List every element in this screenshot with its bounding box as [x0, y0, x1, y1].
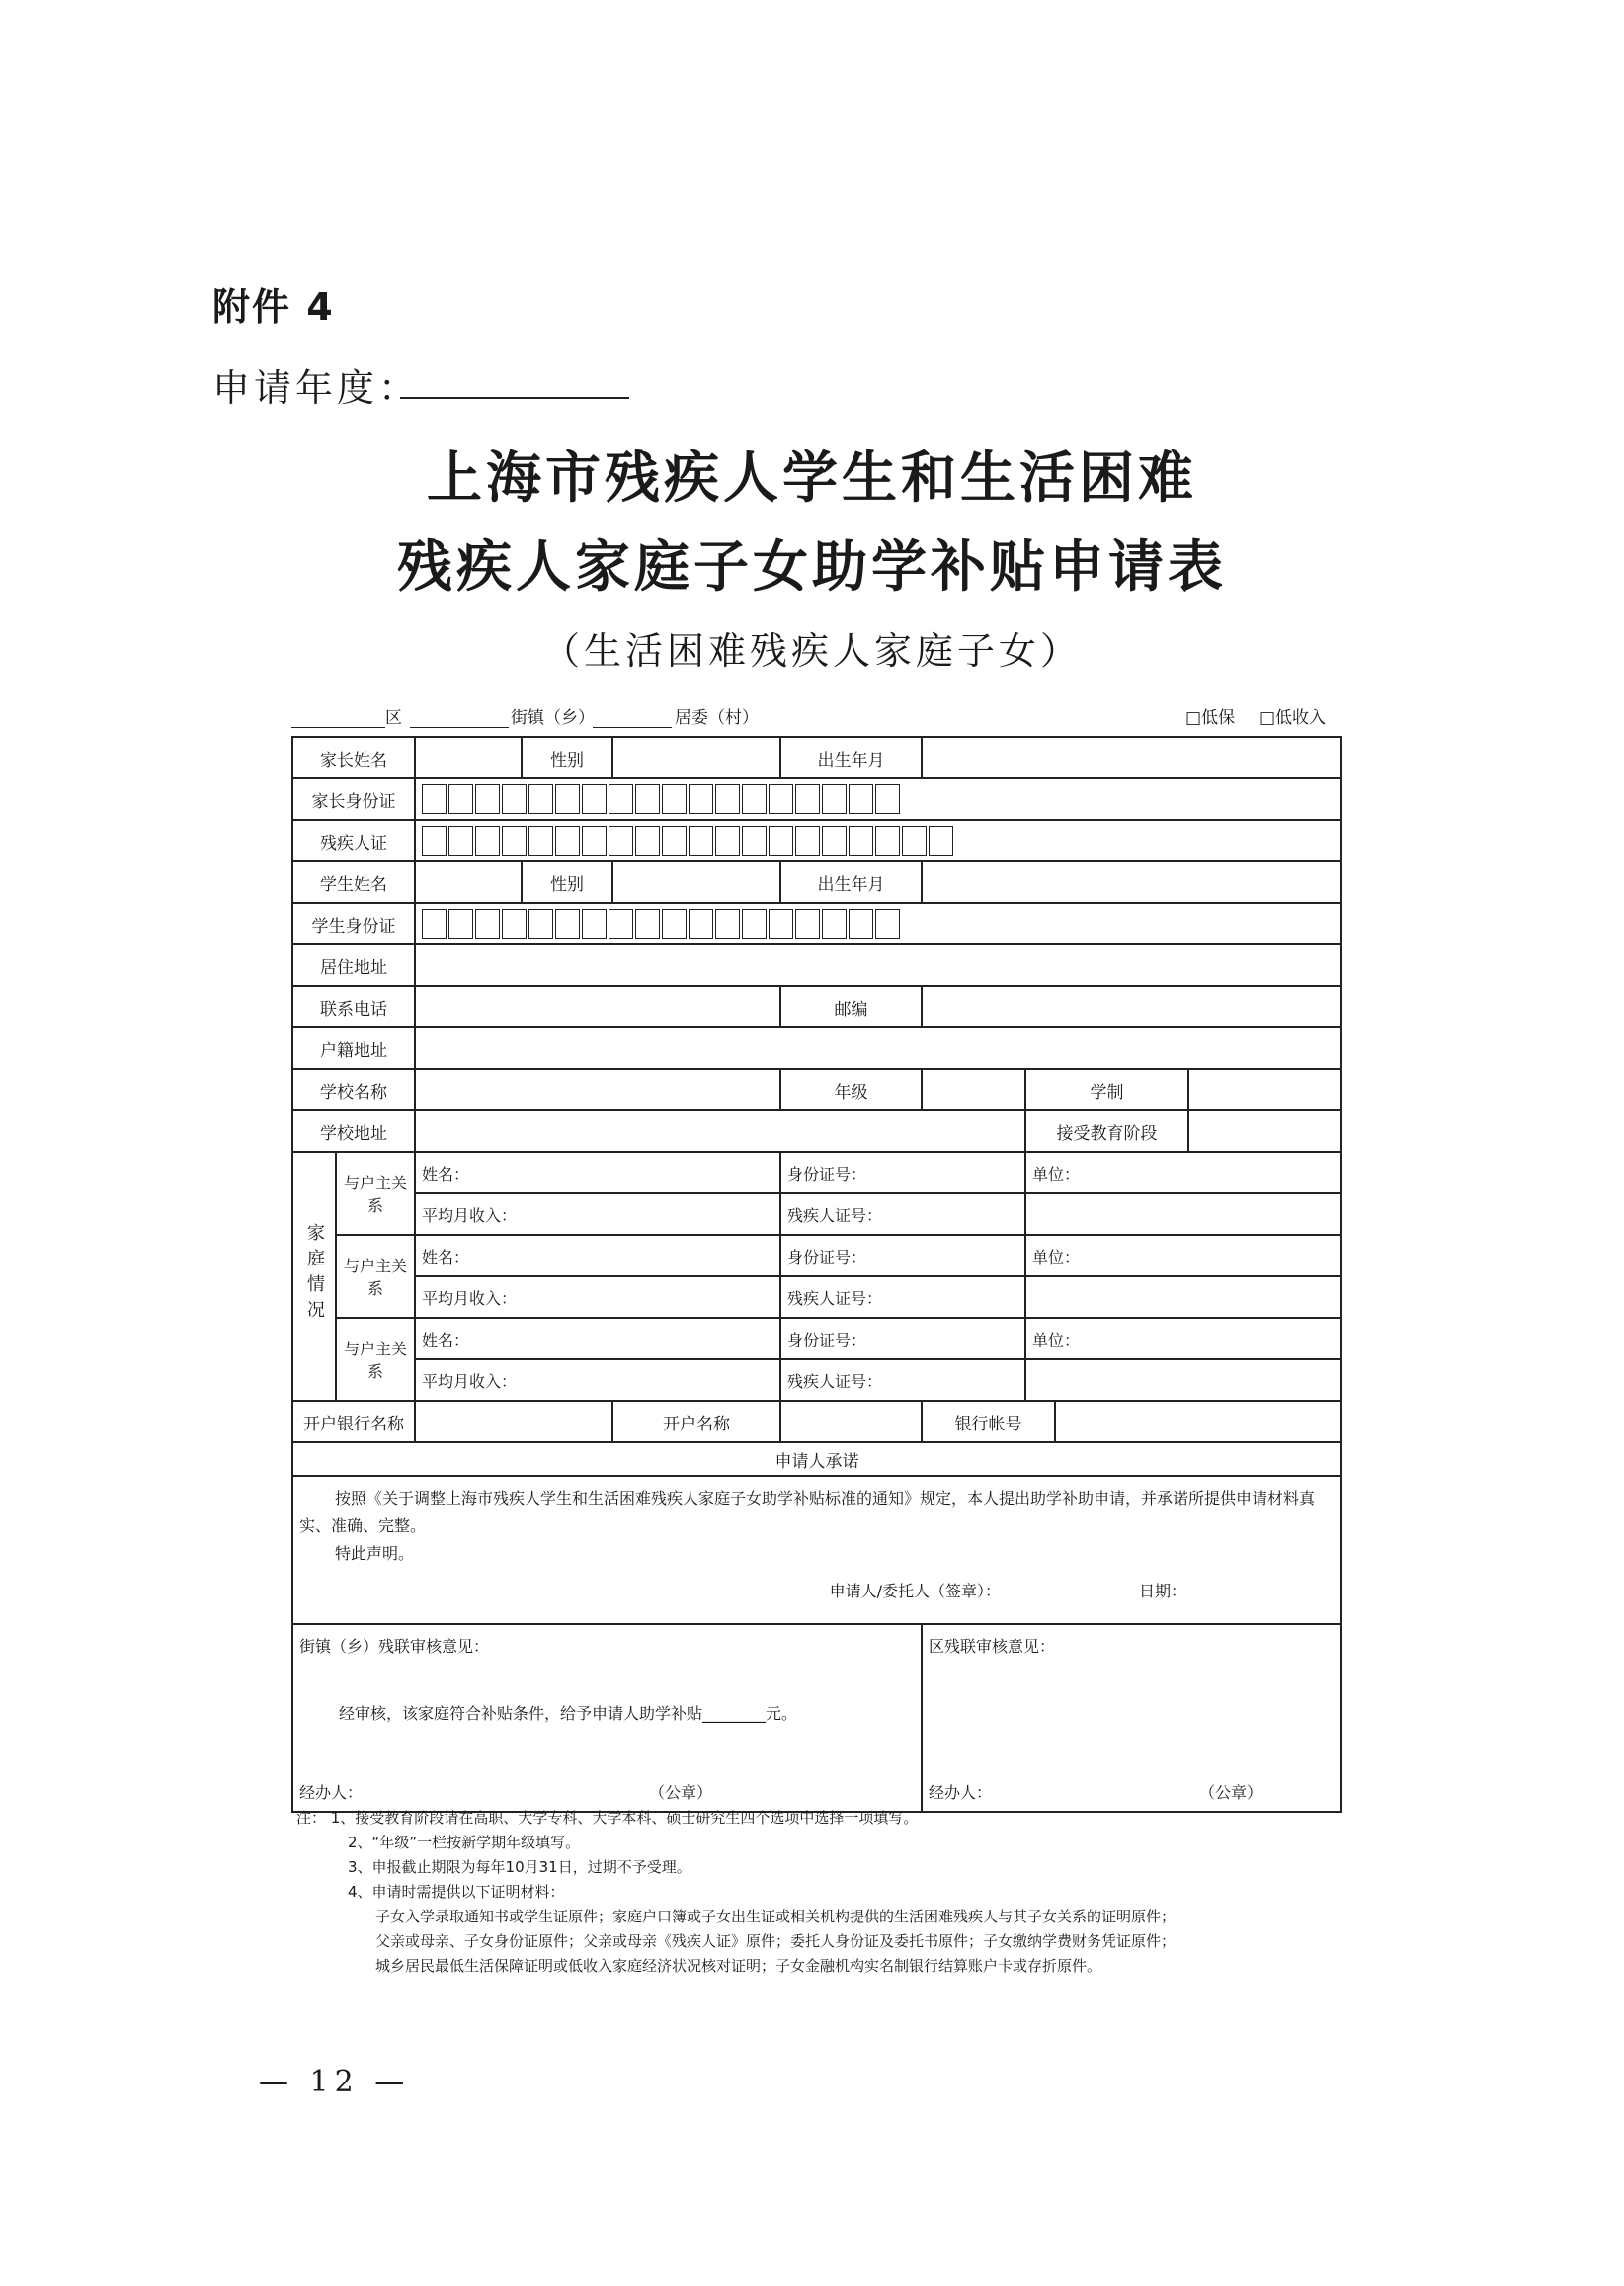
digit-box[interactable]	[555, 826, 580, 856]
student-gender-label: 性别	[522, 861, 612, 903]
street-seal: （公章）	[649, 1783, 713, 1802]
student-id-label: 学生身份证	[292, 903, 415, 944]
member2-id[interactable]: 身份证号：	[780, 1235, 1025, 1276]
account-name-label: 开户名称	[612, 1401, 780, 1442]
district-review-label: 区残联审核意见：	[929, 1637, 1056, 1656]
page-number: — 12 —	[259, 2065, 411, 2099]
digit-box[interactable]	[528, 784, 553, 814]
id-digit-boxes[interactable]	[422, 909, 1335, 939]
residence-field[interactable]	[415, 944, 1341, 986]
digit-box[interactable]	[528, 909, 553, 939]
digit-box[interactable]	[849, 826, 873, 856]
digit-box[interactable]	[875, 909, 900, 939]
note-line: 4、申请时需提供以下证明材料：	[348, 1883, 565, 1901]
digit-box[interactable]	[715, 909, 740, 939]
residence-label: 居住地址	[292, 944, 415, 986]
digit-box[interactable]	[769, 826, 793, 856]
digit-box[interactable]	[635, 909, 660, 939]
street-review-box[interactable]	[292, 1624, 922, 1812]
digit-box[interactable]	[475, 909, 500, 939]
id-digit-boxes[interactable]	[422, 784, 1335, 814]
digit-box[interactable]	[795, 784, 820, 814]
disability-cert-field[interactable]	[415, 820, 1341, 861]
digit-box[interactable]	[689, 826, 713, 856]
student-id-field[interactable]	[415, 903, 1341, 944]
digit-box[interactable]	[448, 909, 473, 939]
school-name-field[interactable]	[415, 1069, 780, 1110]
grade-field[interactable]	[922, 1069, 1025, 1110]
digit-box[interactable]	[662, 909, 687, 939]
parent-name-field[interactable]	[415, 737, 522, 778]
disability-cert-label: 残疾人证	[292, 820, 415, 861]
note-line: 城乡居民最低生活保障证明或低收入家庭经济状况核对证明；子女金融机构实名制银行结算账户卡或存折原件。	[375, 1957, 1102, 1975]
pledge-block	[292, 1476, 1341, 1624]
digit-box[interactable]	[502, 784, 527, 814]
parent-name-label: 家长姓名	[292, 737, 415, 778]
digit-box[interactable]	[795, 826, 820, 856]
district-handler[interactable]: 经办人：	[929, 1783, 993, 1802]
pledge-date[interactable]: 日期：	[1138, 1582, 1186, 1600]
household-address-label: 户籍地址	[292, 1027, 415, 1069]
note-line: 3、申报截止期限为每年10月31日，过期不予受理。	[348, 1858, 691, 1876]
digit-box[interactable]	[795, 909, 820, 939]
district-field[interactable]	[291, 727, 385, 728]
form-title-line2: 残疾人家庭子女助学补贴申请表	[397, 534, 1227, 600]
parent-birth-label: 出生年月	[780, 737, 922, 778]
digit-box[interactable]	[742, 909, 767, 939]
parent-gender-label: 性别	[522, 737, 612, 778]
street-field[interactable]	[410, 727, 509, 728]
pledge-sign-row	[299, 1578, 1335, 1605]
digit-box[interactable]	[422, 826, 447, 856]
school-name-label: 学校名称	[292, 1069, 415, 1110]
digit-box[interactable]	[609, 784, 633, 814]
digit-box[interactable]	[715, 784, 740, 814]
postcode-label: 邮编	[780, 986, 922, 1027]
applicant-signature[interactable]: 申请人/委托人（签章）：	[829, 1582, 1001, 1600]
member2-blank[interactable]	[1025, 1276, 1341, 1318]
school-system-field[interactable]	[1188, 1069, 1341, 1110]
digit-box[interactable]	[849, 909, 873, 939]
digit-box[interactable]	[742, 784, 767, 814]
member2-disability[interactable]: 残疾人证号：	[780, 1276, 1025, 1318]
family-section-label	[292, 1152, 336, 1401]
pledge-text: 按照《关于调整上海市残疾人学生和生活困难残疾人家庭子女助学补贴标准的通知》规定，本人提出助学补助申请，并承诺所提供申请材料真实、准确、完整。	[299, 1489, 1316, 1535]
bank-name-field[interactable]	[415, 1401, 612, 1442]
pledge-title: 申请人承诺	[292, 1442, 1341, 1476]
bank-name-label: 开户银行名称	[292, 1401, 415, 1442]
digit-box[interactable]	[662, 826, 687, 856]
student-name-field[interactable]	[415, 861, 522, 903]
digit-box[interactable]	[662, 784, 687, 814]
district-seal: （公章）	[1199, 1783, 1263, 1802]
digit-box[interactable]	[555, 909, 580, 939]
form-title-line1: 上海市残疾人学生和生活困难	[427, 446, 1197, 511]
member1-id[interactable]: 身份证号：	[780, 1152, 1025, 1193]
postcode-field[interactable]	[922, 986, 1341, 1027]
account-name-field[interactable]	[780, 1401, 922, 1442]
digit-box[interactable]	[422, 909, 447, 939]
digit-box[interactable]	[849, 784, 873, 814]
low-income-checkbox[interactable]: □低收入	[1259, 708, 1327, 728]
application-year-label: 申请年度：	[212, 367, 421, 410]
digit-box[interactable]	[422, 784, 447, 814]
account-no-field[interactable]	[1055, 1401, 1341, 1442]
student-birth-label: 出生年月	[780, 861, 922, 903]
member1-blank[interactable]	[1025, 1193, 1341, 1235]
grade-label: 年级	[780, 1069, 922, 1110]
member3-id[interactable]: 身份证号：	[780, 1318, 1025, 1359]
note-line: 2、“年级”一栏按新学期年级填写。	[348, 1834, 581, 1851]
digit-box[interactable]	[875, 826, 900, 856]
member2-name[interactable]: 姓名：	[415, 1235, 780, 1276]
member3-name[interactable]: 姓名：	[415, 1318, 780, 1359]
member3-relation-label: 与户主关系	[336, 1318, 415, 1401]
member1-name[interactable]: 姓名：	[415, 1152, 780, 1193]
digit-box[interactable]	[635, 826, 660, 856]
student-gender-field[interactable]	[612, 861, 780, 903]
member2-unit[interactable]: 单位：	[1025, 1235, 1341, 1276]
digit-box[interactable]	[475, 826, 500, 856]
member1-disability[interactable]: 残疾人证号：	[780, 1193, 1025, 1235]
digit-box[interactable]	[822, 784, 847, 814]
cert-digit-boxes[interactable]	[422, 826, 1335, 856]
digit-box[interactable]	[929, 826, 953, 856]
member3-disability[interactable]: 残疾人证号：	[780, 1359, 1025, 1401]
notes-block	[296, 1806, 1343, 1979]
digit-box[interactable]	[582, 784, 607, 814]
member2-income[interactable]: 平均月收入：	[415, 1276, 780, 1318]
digit-box[interactable]	[635, 784, 660, 814]
parent-gender-field[interactable]	[612, 737, 780, 778]
school-address-label: 学校地址	[292, 1110, 415, 1152]
member3-income[interactable]: 平均月收入：	[415, 1359, 780, 1401]
committee-field[interactable]	[593, 727, 672, 728]
digit-box[interactable]	[448, 784, 473, 814]
attachment-label: 附件 4	[212, 286, 335, 329]
application-year-field[interactable]	[400, 397, 629, 399]
digit-box[interactable]	[609, 826, 633, 856]
member1-unit[interactable]: 单位：	[1025, 1152, 1341, 1193]
education-stage-label: 接受教育阶段	[1025, 1110, 1188, 1152]
street-review-text: 经审核，该家庭符合补贴条件，给予申请人助学补贴________元。	[339, 1704, 798, 1723]
digit-box[interactable]	[769, 784, 793, 814]
digit-box[interactable]	[822, 909, 847, 939]
digit-box[interactable]	[528, 826, 553, 856]
digit-box[interactable]	[715, 826, 740, 856]
digit-box[interactable]	[582, 909, 607, 939]
member3-blank[interactable]	[1025, 1359, 1341, 1401]
form-subtitle: （生活困难残疾人家庭子女）	[541, 629, 1082, 673]
address-row	[291, 703, 1339, 733]
application-form-table	[291, 736, 1342, 1813]
digit-box[interactable]	[769, 909, 793, 939]
digit-box[interactable]	[555, 784, 580, 814]
pledge-declare: 特此声明。	[335, 1544, 415, 1563]
note-line: 子女入学录取通知书或学生证原件；家庭户口簿或子女出生证或相关机构提供的生活困难残疾人与其子女关系的证明原件；	[375, 1908, 1177, 1925]
household-address-field[interactable]	[415, 1027, 1341, 1069]
digit-box[interactable]	[822, 826, 847, 856]
phone-label: 联系电话	[292, 986, 415, 1027]
digit-box[interactable]	[742, 826, 767, 856]
school-system-label: 学制	[1025, 1069, 1188, 1110]
digit-box[interactable]	[502, 909, 527, 939]
account-no-label: 银行帐号	[922, 1401, 1055, 1442]
committee-label: 居委（村）	[675, 708, 759, 728]
digit-box[interactable]	[582, 826, 607, 856]
member2-relation-label: 与户主关系	[336, 1235, 415, 1318]
low-income-guarantee-checkbox[interactable]: □低保	[1185, 708, 1236, 728]
digit-box[interactable]	[689, 784, 713, 814]
district-review-box[interactable]	[922, 1624, 1341, 1812]
digit-box[interactable]	[475, 784, 500, 814]
street-handler[interactable]: 经办人：	[299, 1783, 364, 1802]
school-address-field[interactable]	[415, 1110, 1025, 1152]
parent-id-field[interactable]	[415, 778, 1341, 820]
student-birth-field[interactable]	[922, 861, 1341, 903]
digit-box[interactable]	[448, 826, 473, 856]
education-stage-field[interactable]	[1188, 1110, 1341, 1152]
member3-unit[interactable]: 单位：	[1025, 1318, 1341, 1359]
phone-field[interactable]	[415, 986, 780, 1027]
note-line: 注： 1、接受教育阶段请在高职、大学专科、大学本科、硕士研究生四个选项中选择一项填写。	[296, 1809, 919, 1827]
student-name-label: 学生姓名	[292, 861, 415, 903]
digit-box[interactable]	[609, 909, 633, 939]
digit-box[interactable]	[502, 826, 527, 856]
parent-birth-field[interactable]	[922, 737, 1341, 778]
digit-box[interactable]	[902, 826, 927, 856]
family-section-text: 家庭情况	[304, 1223, 325, 1326]
street-label: 街镇（乡）	[511, 708, 595, 728]
digit-box[interactable]	[875, 784, 900, 814]
member1-income[interactable]: 平均月收入：	[415, 1193, 780, 1235]
member1-relation-label: 与户主关系	[336, 1152, 415, 1235]
district-label: 区	[385, 708, 402, 728]
digit-box[interactable]	[689, 909, 713, 939]
street-review-label: 街镇（乡）残联审核意见：	[299, 1637, 490, 1656]
note-line: 父亲或母亲、子女身份证原件；父亲或母亲《残疾人证》原件；委托人身份证及委托书原件；子女缴纳学费财务凭证原件；	[375, 1932, 1177, 1950]
parent-id-label: 家长身份证	[292, 778, 415, 820]
